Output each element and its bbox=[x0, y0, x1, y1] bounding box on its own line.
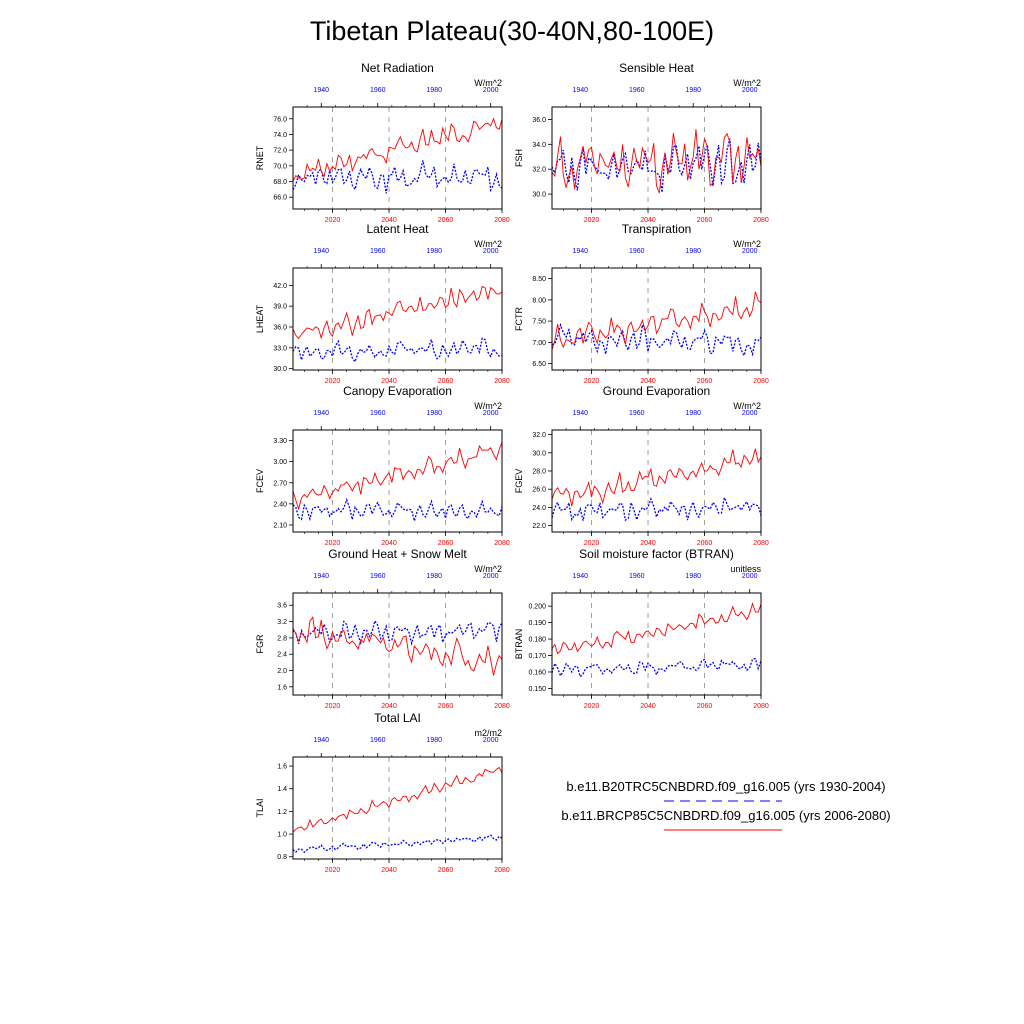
y-tick-label: 76.0 bbox=[273, 116, 287, 124]
y-tick-label: 33.0 bbox=[273, 345, 287, 353]
x-tick-label-future: 2060 bbox=[437, 867, 454, 874]
y-tick-label: 3.30 bbox=[273, 438, 287, 446]
x-tick-label-hist: 1980 bbox=[426, 737, 443, 744]
figure-title: Tibetan Plateau(30-40N,80-100E) bbox=[309, 16, 715, 46]
y-tick-label: 36.0 bbox=[532, 116, 546, 124]
y-tick-label: 30.0 bbox=[532, 191, 546, 199]
x-tick-label-future: 2020 bbox=[324, 867, 341, 874]
y-axis-label: FCEV bbox=[255, 468, 265, 494]
panel-units: m2/m2 bbox=[474, 728, 502, 738]
y-tick-label: 1.0 bbox=[277, 831, 287, 839]
y-axis-label: FGR bbox=[255, 634, 265, 654]
y-tick-label: 39.0 bbox=[273, 303, 287, 311]
panel-title: Sensible Heat bbox=[619, 61, 694, 75]
panel-units: W/m^2 bbox=[474, 401, 502, 411]
x-tick-label-future: 2040 bbox=[381, 540, 397, 547]
y-tick-label: 1.6 bbox=[277, 684, 287, 692]
x-tick-label-hist: 1960 bbox=[628, 410, 645, 417]
x-tick-label-future: 2060 bbox=[437, 703, 454, 710]
y-tick-label: 0.170 bbox=[528, 653, 546, 661]
x-tick-label-future: 2080 bbox=[494, 703, 510, 710]
x-tick-label-future: 2040 bbox=[640, 540, 656, 547]
x-tick-label-future: 2020 bbox=[583, 217, 600, 224]
x-tick-label-future: 2020 bbox=[324, 540, 341, 547]
y-tick-label: 3.6 bbox=[277, 602, 287, 610]
x-tick-label-future: 2020 bbox=[583, 703, 600, 710]
x-tick-label-future: 2080 bbox=[494, 540, 510, 547]
x-tick-label-hist: 2000 bbox=[482, 573, 499, 580]
x-tick-label-hist: 2000 bbox=[482, 87, 499, 94]
panel-units: W/m^2 bbox=[474, 239, 502, 249]
x-tick-label-future: 2080 bbox=[494, 217, 510, 224]
x-tick-label-future: 2020 bbox=[324, 703, 341, 710]
x-tick-label-hist: 1980 bbox=[685, 410, 702, 417]
y-tick-label: 36.0 bbox=[273, 324, 287, 332]
y-tick-label: 3.00 bbox=[273, 459, 287, 467]
y-tick-label: 30.0 bbox=[532, 450, 546, 458]
x-tick-label-future: 2040 bbox=[640, 378, 656, 385]
y-tick-label: 42.0 bbox=[273, 282, 287, 290]
x-tick-label-hist: 1940 bbox=[313, 410, 330, 417]
legend-future-label: b.e11.BRCP85C5CNBDRD.f09_g16.005 (yrs 2006-2080) bbox=[561, 808, 891, 823]
x-tick-label-hist: 1980 bbox=[685, 87, 702, 94]
panel-units: W/m^2 bbox=[474, 78, 502, 88]
x-tick-label-hist: 1980 bbox=[685, 573, 702, 580]
x-tick-label-hist: 1960 bbox=[369, 87, 386, 94]
x-tick-label-hist: 1980 bbox=[685, 248, 702, 255]
x-tick-label-hist: 1960 bbox=[628, 573, 645, 580]
x-tick-label-future: 2040 bbox=[381, 867, 397, 874]
y-tick-label: 28.0 bbox=[532, 468, 546, 476]
x-tick-label-hist: 2000 bbox=[741, 573, 758, 580]
x-tick-label-hist: 1980 bbox=[426, 248, 443, 255]
panel-units: W/m^2 bbox=[733, 78, 761, 88]
y-tick-label: 74.0 bbox=[273, 131, 287, 139]
y-tick-label: 2.4 bbox=[277, 651, 287, 659]
y-tick-label: 1.2 bbox=[277, 808, 287, 816]
y-tick-label: 2.70 bbox=[273, 480, 287, 488]
x-tick-label-hist: 2000 bbox=[482, 737, 499, 744]
x-tick-label-future: 2040 bbox=[381, 217, 397, 224]
y-tick-label: 2.40 bbox=[273, 501, 287, 509]
y-axis-label: RNET bbox=[255, 145, 265, 171]
y-tick-label: 32.0 bbox=[532, 432, 546, 440]
x-tick-label-hist: 1940 bbox=[572, 248, 589, 255]
panel-title: Soil moisture factor (BTRAN) bbox=[579, 547, 734, 561]
y-tick-label: 8.50 bbox=[532, 276, 546, 284]
x-tick-label-future: 2060 bbox=[696, 217, 713, 224]
panel-title: Canopy Evaporation bbox=[343, 384, 452, 398]
y-tick-label: 30.0 bbox=[273, 366, 287, 374]
x-tick-label-hist: 1940 bbox=[572, 87, 589, 94]
x-tick-label-future: 2040 bbox=[381, 703, 397, 710]
x-tick-label-future: 2020 bbox=[324, 217, 341, 224]
x-tick-label-future: 2060 bbox=[696, 703, 713, 710]
y-axis-label: LHEAT bbox=[255, 304, 265, 334]
x-tick-label-future: 2080 bbox=[753, 378, 769, 385]
panel-units: W/m^2 bbox=[733, 401, 761, 411]
x-tick-label-hist: 1980 bbox=[426, 410, 443, 417]
y-tick-label: 22.0 bbox=[532, 523, 546, 531]
y-tick-label: 3.2 bbox=[277, 619, 287, 627]
y-tick-label: 2.8 bbox=[277, 635, 287, 643]
x-tick-label-future: 2040 bbox=[381, 378, 397, 385]
x-tick-label-future: 2020 bbox=[583, 540, 600, 547]
x-tick-label-hist: 2000 bbox=[741, 410, 758, 417]
x-tick-label-hist: 2000 bbox=[741, 248, 758, 255]
y-tick-label: 0.200 bbox=[528, 603, 546, 611]
x-tick-label-future: 2040 bbox=[640, 703, 656, 710]
x-tick-label-hist: 1940 bbox=[572, 573, 589, 580]
panel-title: Ground Heat + Snow Melt bbox=[328, 547, 467, 561]
panel-title: Net Radiation bbox=[361, 61, 434, 75]
x-tick-label-hist: 1940 bbox=[313, 87, 330, 94]
x-tick-label-hist: 1940 bbox=[572, 410, 589, 417]
x-tick-label-hist: 1940 bbox=[313, 573, 330, 580]
x-tick-label-future: 2020 bbox=[324, 378, 341, 385]
x-tick-label-hist: 1960 bbox=[369, 737, 386, 744]
x-tick-label-future: 2060 bbox=[437, 217, 454, 224]
y-tick-label: 0.150 bbox=[528, 685, 546, 693]
x-tick-label-future: 2060 bbox=[437, 378, 454, 385]
x-tick-label-hist: 2000 bbox=[741, 87, 758, 94]
panel-title: Latent Heat bbox=[366, 222, 429, 236]
x-tick-label-future: 2080 bbox=[494, 867, 510, 874]
y-tick-label: 66.0 bbox=[273, 194, 287, 202]
x-tick-label-hist: 2000 bbox=[482, 248, 499, 255]
x-tick-label-future: 2040 bbox=[640, 217, 656, 224]
panel-title: Total LAI bbox=[374, 711, 421, 725]
y-tick-label: 0.160 bbox=[528, 669, 546, 677]
x-tick-label-hist: 1940 bbox=[313, 248, 330, 255]
x-tick-label-hist: 1960 bbox=[369, 248, 386, 255]
x-tick-label-hist: 1960 bbox=[628, 248, 645, 255]
x-tick-label-future: 2060 bbox=[696, 378, 713, 385]
x-tick-label-future: 2060 bbox=[437, 540, 454, 547]
x-tick-label-hist: 1980 bbox=[426, 87, 443, 94]
x-tick-label-hist: 1960 bbox=[369, 573, 386, 580]
y-tick-label: 0.8 bbox=[277, 854, 287, 862]
y-tick-label: 26.0 bbox=[532, 486, 546, 494]
panel-title: Transpiration bbox=[621, 222, 692, 236]
y-axis-label: BTRAN bbox=[514, 628, 524, 660]
y-tick-label: 70.0 bbox=[273, 163, 287, 171]
x-tick-label-future: 2080 bbox=[753, 703, 769, 710]
y-tick-label: 0.180 bbox=[528, 636, 546, 644]
x-tick-label-hist: 1940 bbox=[313, 737, 330, 744]
y-tick-label: 6.50 bbox=[532, 361, 546, 369]
x-tick-label-future: 2020 bbox=[583, 378, 600, 385]
panel-title: Ground Evaporation bbox=[602, 384, 711, 398]
y-tick-label: 32.0 bbox=[532, 166, 546, 174]
panel-units: W/m^2 bbox=[474, 564, 502, 574]
y-tick-label: 2.10 bbox=[273, 522, 287, 530]
y-tick-label: 7.00 bbox=[532, 339, 546, 347]
y-tick-label: 0.190 bbox=[528, 620, 546, 628]
panel-units: W/m^2 bbox=[733, 239, 761, 249]
y-tick-label: 2.0 bbox=[277, 668, 287, 676]
y-tick-label: 68.0 bbox=[273, 179, 287, 187]
y-tick-label: 1.6 bbox=[277, 763, 287, 771]
panel-units: unitless bbox=[730, 564, 761, 574]
x-tick-label-hist: 2000 bbox=[482, 410, 499, 417]
x-tick-label-future: 2080 bbox=[753, 540, 769, 547]
y-tick-label: 34.0 bbox=[532, 141, 546, 149]
y-tick-label: 7.50 bbox=[532, 318, 546, 326]
y-tick-label: 8.00 bbox=[532, 297, 546, 305]
y-tick-label: 24.0 bbox=[532, 504, 546, 512]
y-axis-label: FCTR bbox=[514, 307, 524, 331]
x-tick-label-hist: 1960 bbox=[369, 410, 386, 417]
x-tick-label-hist: 1960 bbox=[628, 87, 645, 94]
x-tick-label-future: 2060 bbox=[696, 540, 713, 547]
y-axis-label: FSH bbox=[514, 149, 524, 167]
y-tick-label: 1.4 bbox=[277, 786, 287, 794]
y-axis-label: FGEV bbox=[514, 468, 524, 494]
legend-hist-label: b.e11.B20TRC5CNBDRD.f09_g16.005 (yrs 1930-2004) bbox=[566, 779, 886, 794]
x-tick-label-future: 2080 bbox=[494, 378, 510, 385]
x-tick-label-hist: 1980 bbox=[426, 573, 443, 580]
y-tick-label: 72.0 bbox=[273, 147, 287, 155]
y-axis-label: TLAI bbox=[255, 798, 265, 818]
x-tick-label-future: 2080 bbox=[753, 217, 769, 224]
